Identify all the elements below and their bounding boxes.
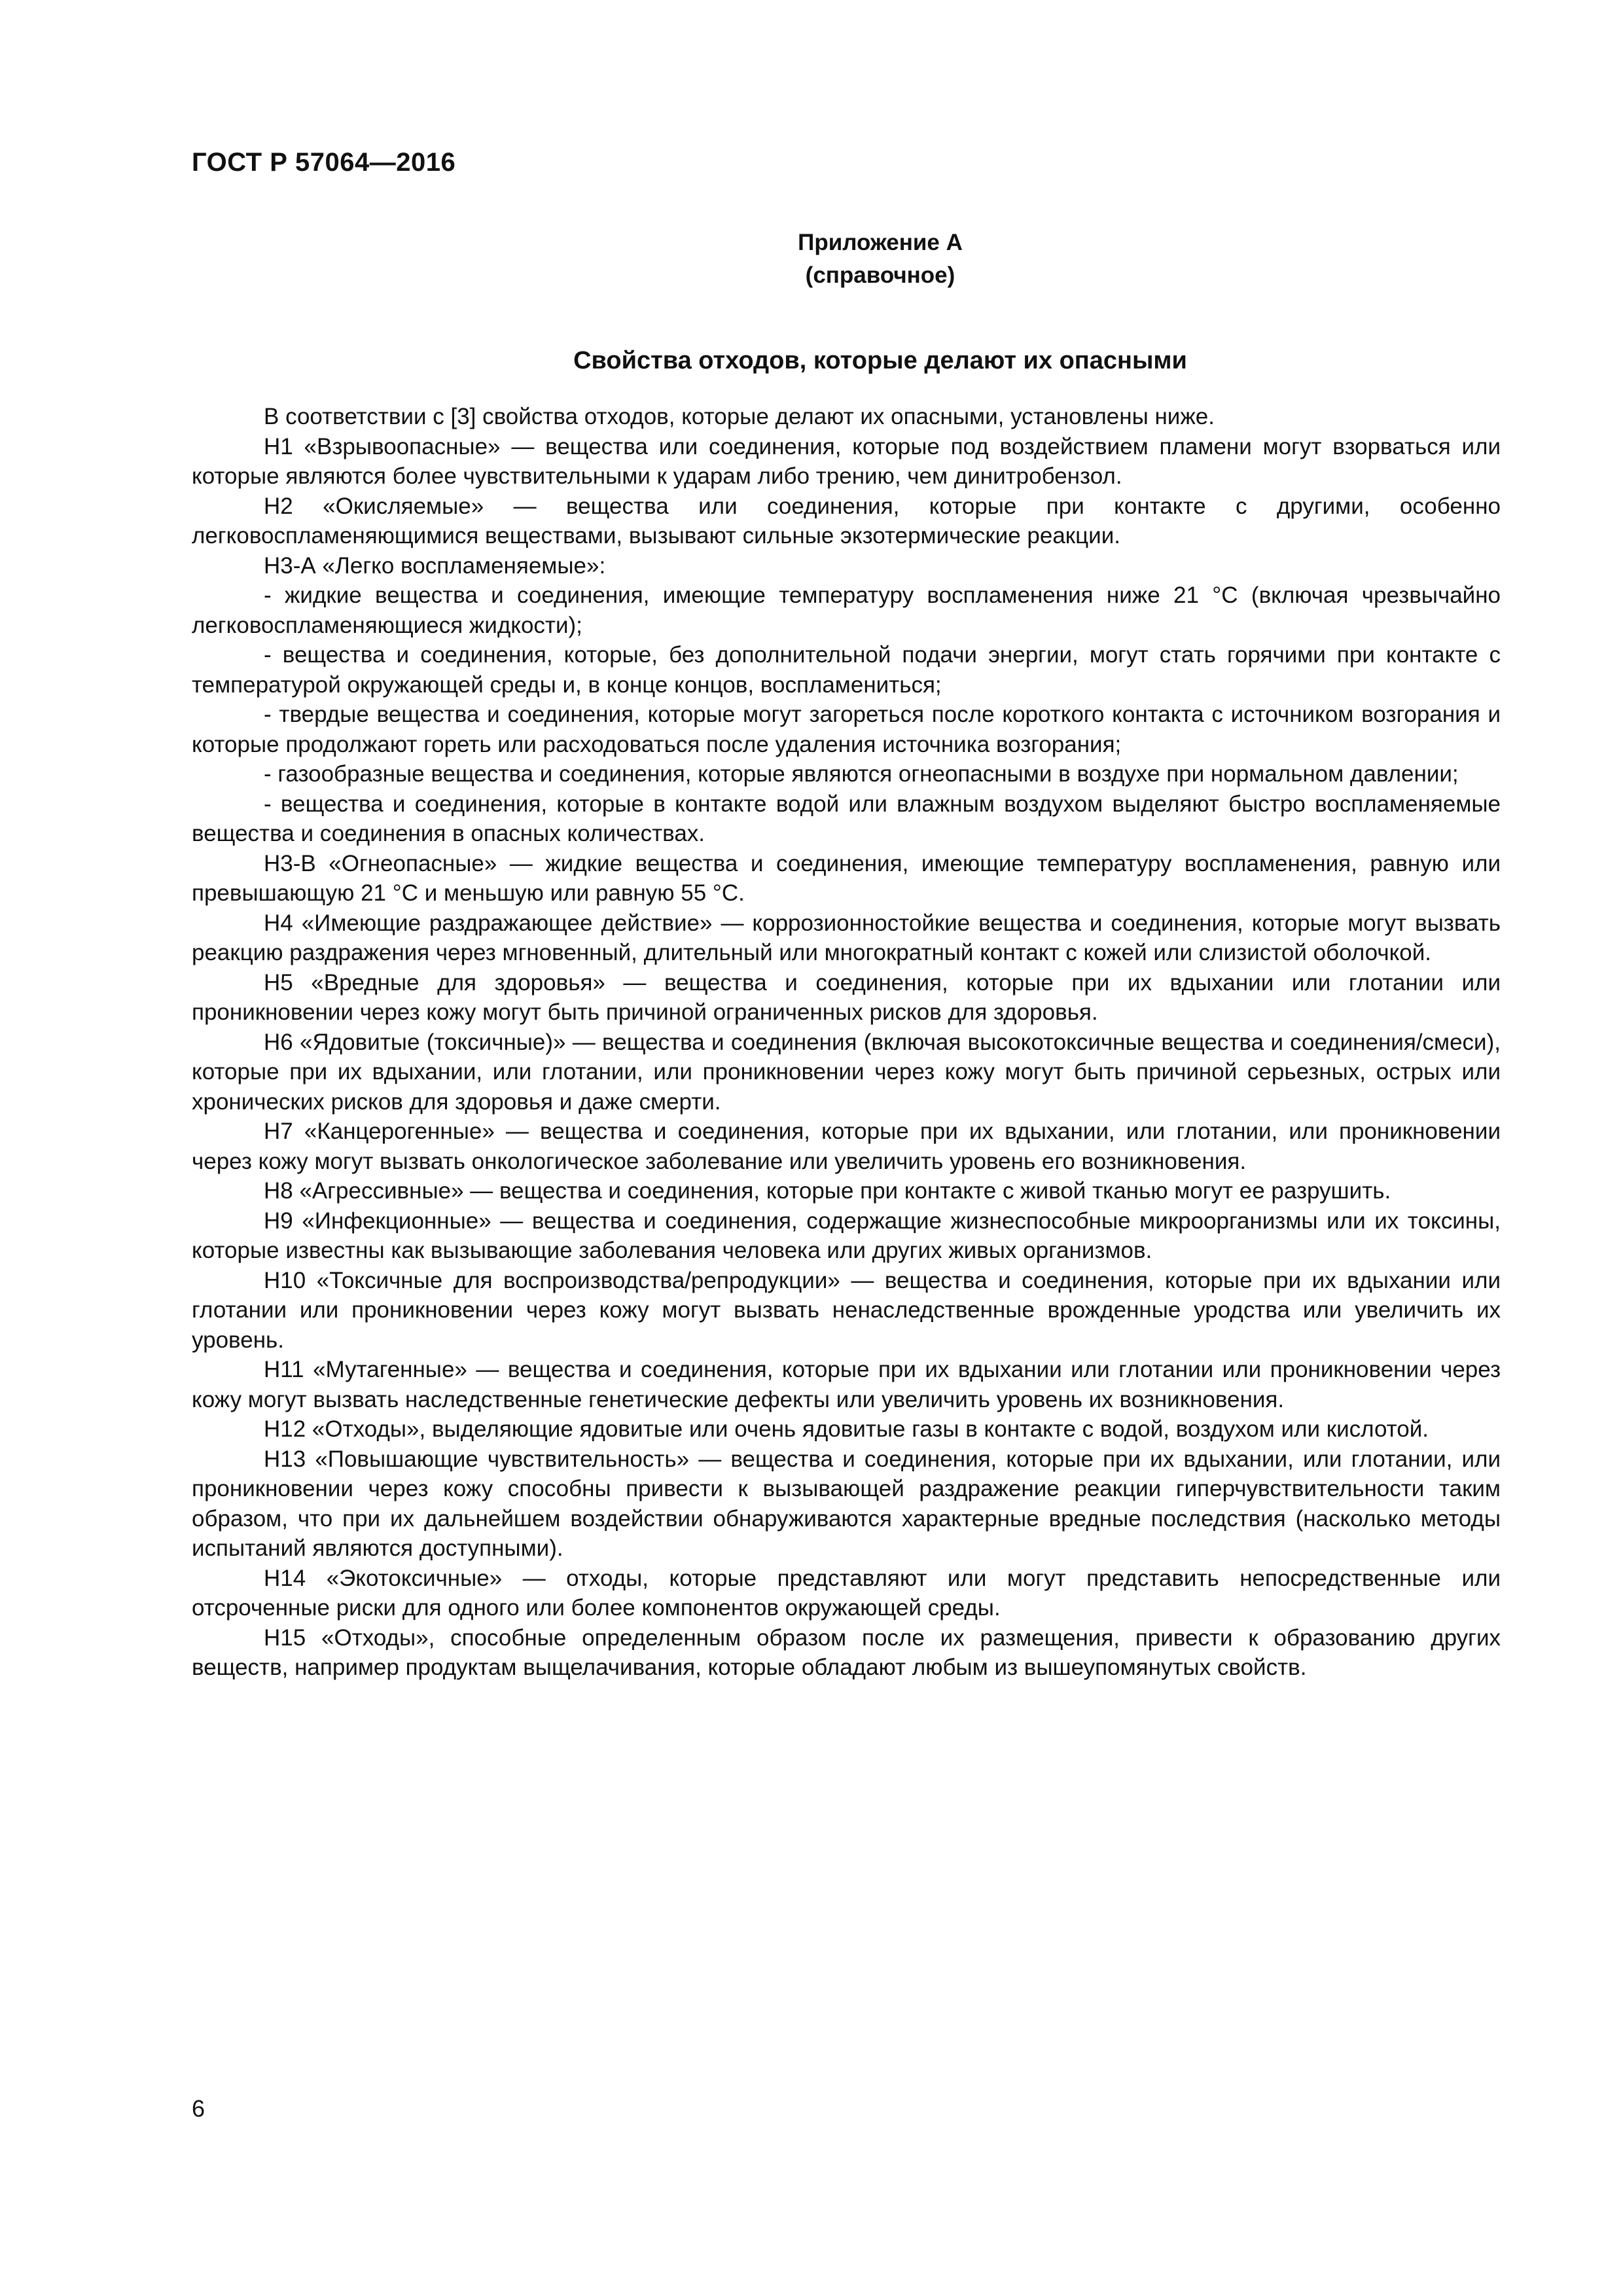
paragraph-h8: Н8 «Агрессивные» — вещества и соединения, которые при контакте с живой тканью могут ее разрушить. — [264, 1178, 1391, 1204]
section-title — [0, 347, 1623, 375]
paragraph-h11: Н11 «Мутагенные» — вещества и соединения, которые при их вдыхании или глотании или проникновении через кожу могут вызвать наследственные генетические дефекты или увеличить уровень их возникновения. — [192, 1357, 1501, 1412]
paragraph-h3a-item-5: - вещества и соединения, которые в контакте водой или влажным воздухом выделяют быстро воспламеняемые вещества и соединения в опасных количествах. — [192, 791, 1501, 846]
paragraph-h7: Н7 «Канцерогенные» — вещества и соединения, которые при их вдыхании, или глотании, или проникновении через кожу могут вызвать онкологическое заболевание или увеличить уровень его возникновения. — [192, 1119, 1501, 1174]
paragraph-h3a: Н3-А «Легко воспламеняемые»: — [264, 552, 606, 579]
annex-title: Приложение А — [798, 230, 963, 255]
paragraph-h2: Н2 «Окисляемые» — вещества или соединения, которые при контакте с другими, особенно легковоспламеняющимися веществами, вызывают сильные экзотермические реакции. — [192, 493, 1501, 548]
paragraph-h3b: Н3-В «Огнеопасные» — жидкие вещества и соединения, имеющие температуру воспламенения, равную или превышающую 21 °С и меньшую или равную 55 °С. — [192, 850, 1501, 906]
paragraph-h12: Н12 «Отходы», выделяющие ядовитые или очень ядовитые газы в контакте с водой, воздухом или кислотой. — [264, 1416, 1429, 1442]
paragraph-intro: В соответствии с [3] свойства отходов, которые делают их опасными, установлены ниже. — [264, 404, 1215, 429]
body-text — [192, 402, 1501, 1683]
paragraph-h6: Н6 «Ядовитые (токсичные)» — вещества и соединения (включая высокотоксичные вещества и соединения/смеси), которые при их вдыхании, или глотании, или проникновении через кожу могут быть причиной серьезных, острых или хронических рисков для здоровья и даже смерти. — [192, 1029, 1501, 1115]
section-title-text: Свойства отходов, которые делают их опасными — [573, 347, 1187, 374]
paragraph-h9: Н9 «Инфекционные» — вещества и соединения, содержащие жизнеспособные микроорганизмы или их токсины, которые известны как вызывающие заболевания человека или других живых организмов. — [192, 1208, 1501, 1263]
document-code-header: ГОСТ Р 57064—2016 — [192, 148, 456, 177]
paragraph-h10: Н10 «Токсичные для воспроизводства/репродукции» — вещества и соединения, которые при их вдыхании или глотании или проникновении через кожу могут вызвать ненаследственные врожденные уродства или увеличить их уровень. — [192, 1267, 1501, 1353]
paragraph-h1: Н1 «Взрывоопасные» — вещества или соединения, которые под воздействием пламени могут взорваться или которые являются более чувствительными к ударам либо трению, чем динитробензол. — [192, 433, 1501, 489]
paragraph-h3a-item-3: - твердые вещества и соединения, которые могут загореться после короткого контакта с источником возгорания и которые продолжают гореть или расходоваться после удаления источника возгорания; — [192, 702, 1501, 757]
page-number: 6 — [192, 2095, 205, 2122]
paragraph-h5: Н5 «Вредные для здоровья» — вещества и соединения, которые при их вдыхании или глотании или проникновении через кожу могут быть причиной ограниченных рисков для здоровья. — [192, 969, 1501, 1025]
paragraph-h13: Н13 «Повышающие чувствительность» — вещества и соединения, которые при их вдыхании, или глотании, или проникновении через кожу способны привести к вызывающей раздражение реакции гиперчувствительности таким образом, что при их дальнейшем воздействии обнаруживаются характерные вредные последствия (насколько методы испытаний являются доступными). — [192, 1446, 1501, 1561]
paragraph-h3a-item-2: - вещества и соединения, которые, без дополнительной подачи энергии, могут стать горячими при контакте с температурой окружающей среды и, в конце концов, воспламениться; — [192, 642, 1501, 698]
paragraph-h3a-item-4: - газообразные вещества и соединения, которые являются огнеопасными в воздухе при нормальном давлении; — [264, 761, 1459, 787]
paragraph-h15: Н15 «Отходы», способные определенным образом после их размещения, привести к образованию других веществ, например продуктам выщелачивания, которые обладают любым из вышеупомянутых свойств. — [192, 1624, 1501, 1680]
paragraph-h3a-item-1: - жидкие вещества и соединения, имеющие температуру воспламенения ниже 21 °С (включая чрезвычайно легковоспламеняющиеся жидкости); — [192, 583, 1501, 638]
annex-heading — [0, 226, 1623, 292]
annex-status: (справочное) — [805, 262, 955, 288]
paragraph-h4: Н4 «Имеющие раздражающее действие» — коррозионностойкие вещества и соединения, которые могут вызвать реакцию раздражения через мгновенный, длительный или многократный контакт с кожей или слизистой оболочкой. — [192, 910, 1501, 965]
paragraph-h14: Н14 «Экотоксичные» — отходы, которые представляют или могут представить непосредственные или отсроченные риски для одного или более компонентов окружающей среды. — [192, 1565, 1501, 1621]
